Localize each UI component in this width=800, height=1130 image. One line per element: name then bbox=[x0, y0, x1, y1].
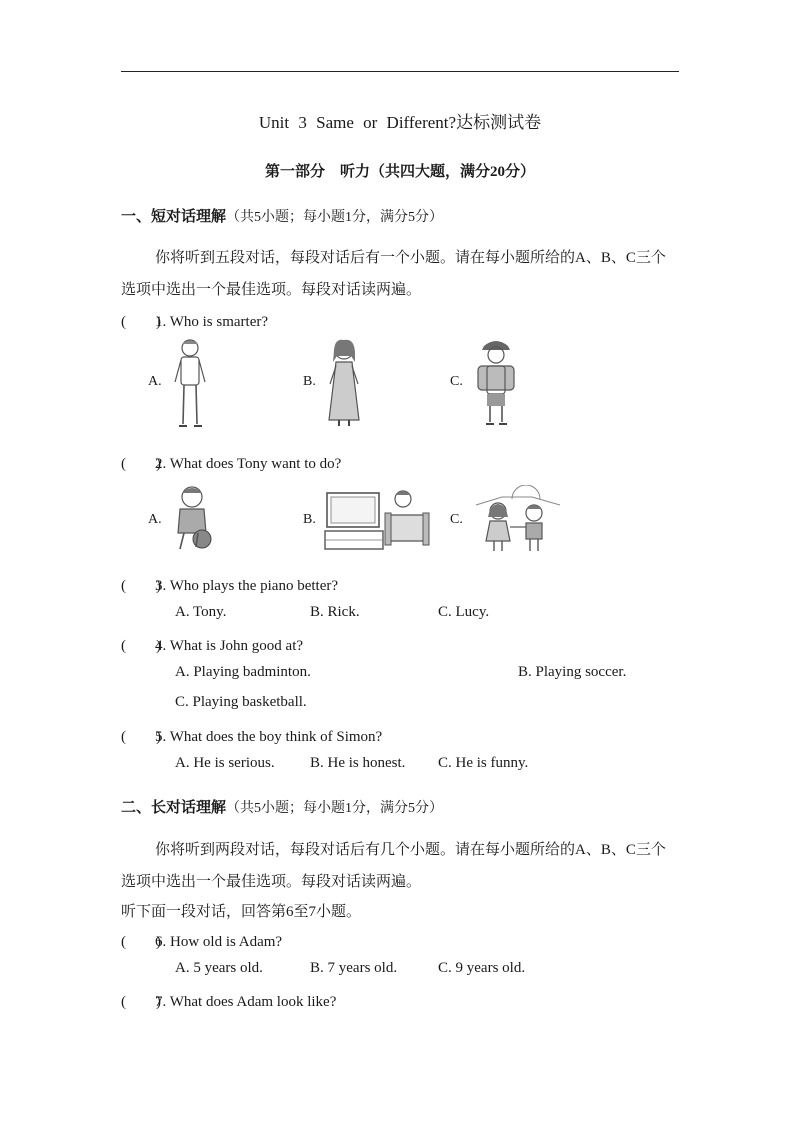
question-1 bbox=[121, 310, 268, 331]
section-1-intro-line-1: 你将听到五段对话，每段对话后有一个小题。请在每小题所给的A、B、C三个 bbox=[155, 250, 666, 266]
option-label: A. bbox=[148, 374, 162, 389]
q1-option-a[interactable] bbox=[148, 338, 218, 433]
q6-option-a[interactable]: A. 5 years old. bbox=[175, 960, 263, 976]
section-2-instruction: 听下面一段对话，回答第6至7小题。 bbox=[121, 904, 362, 920]
answer-blank[interactable]: ( ) bbox=[121, 578, 161, 594]
section-1-note: （共5小题；每小题1分，满分5分） bbox=[226, 210, 444, 225]
q1-option-b[interactable] bbox=[303, 338, 373, 433]
boy-with-ball-icon bbox=[166, 485, 218, 553]
q1-option-c[interactable] bbox=[450, 338, 530, 433]
question-6 bbox=[121, 930, 282, 951]
section-2-intro-line-1: 你将听到两段对话，每段对话后有几个小题。请在每小题所给的A、B、C三个 bbox=[155, 842, 666, 858]
section-2-note: （共5小题；每小题1分，满分5分） bbox=[226, 801, 444, 816]
q6-option-b[interactable]: B. 7 years old. bbox=[310, 960, 398, 976]
q2-option-c[interactable] bbox=[450, 485, 570, 555]
section-1-title: 一、短对话理解 bbox=[121, 209, 227, 225]
section-2-title: 二、长对话理解 bbox=[121, 800, 227, 816]
boy-with-backpack-icon bbox=[470, 338, 522, 430]
q5-option-b[interactable]: B. He is honest. bbox=[310, 755, 406, 771]
option-label: B. bbox=[303, 512, 316, 527]
question-1-text: 1. Who is smarter? bbox=[155, 314, 269, 330]
section-2-heading bbox=[121, 796, 443, 817]
question-6-text: 6. How old is Adam? bbox=[155, 934, 283, 950]
answer-blank[interactable]: ( ) bbox=[121, 729, 161, 745]
answer-blank[interactable]: ( ) bbox=[121, 456, 161, 472]
q4-option-c[interactable]: C. Playing basketball. bbox=[175, 694, 307, 710]
question-5-text: 5. What does the boy think of Simon? bbox=[155, 729, 383, 745]
q4-option-b[interactable]: B. Playing soccer. bbox=[518, 664, 627, 680]
q2-option-a[interactable] bbox=[148, 485, 228, 555]
question-2 bbox=[121, 452, 341, 473]
q6-option-c[interactable]: C. 9 years old. bbox=[438, 960, 526, 976]
boy-standing-icon bbox=[168, 338, 212, 430]
answer-blank[interactable]: ( ) bbox=[121, 638, 161, 654]
option-label: C. bbox=[450, 512, 463, 527]
part-heading: 第一部分 听力（共四大题，满分20分） bbox=[264, 164, 535, 180]
q5-option-a[interactable]: A. He is serious. bbox=[175, 755, 275, 771]
question-7-text: 7. What does Adam look like? bbox=[155, 994, 337, 1010]
section-1-intro-line-2: 选项中选出一个最佳选项。每段对话读两遍。 bbox=[121, 282, 422, 298]
kids-playing-outside-icon bbox=[472, 485, 564, 553]
q2-option-b[interactable] bbox=[303, 485, 433, 555]
question-2-text: 2. What does Tony want to do? bbox=[155, 456, 342, 472]
q3-option-a[interactable]: A. Tony. bbox=[175, 604, 227, 620]
answer-blank[interactable]: ( ) bbox=[121, 314, 161, 330]
section-1-heading bbox=[121, 205, 443, 226]
option-label: A. bbox=[148, 512, 162, 527]
option-label: C. bbox=[450, 374, 463, 389]
option-label: B. bbox=[303, 374, 316, 389]
question-7 bbox=[121, 990, 336, 1011]
watching-tv-icon bbox=[323, 485, 431, 553]
answer-blank[interactable]: ( ) bbox=[121, 994, 161, 1010]
question-5 bbox=[121, 725, 382, 746]
q3-option-b[interactable]: B. Rick. bbox=[310, 604, 360, 620]
girl-standing-icon bbox=[321, 338, 367, 430]
q5-option-c[interactable]: C. He is funny. bbox=[438, 755, 529, 771]
question-4 bbox=[121, 634, 303, 655]
q4-option-a[interactable]: A. Playing badminton. bbox=[175, 664, 311, 680]
q3-option-c[interactable]: C. Lucy. bbox=[438, 604, 490, 620]
page-title: Unit 3 Same or Different?达标测试卷 bbox=[258, 113, 542, 132]
section-2-intro-line-2: 选项中选出一个最佳选项。每段对话读两遍。 bbox=[121, 874, 422, 890]
question-3 bbox=[121, 574, 338, 595]
header-rule bbox=[121, 71, 679, 72]
question-3-text: 3. Who plays the piano better? bbox=[155, 578, 339, 594]
question-4-text: 4. What is John good at? bbox=[155, 638, 304, 654]
answer-blank[interactable]: ( ) bbox=[121, 934, 161, 950]
